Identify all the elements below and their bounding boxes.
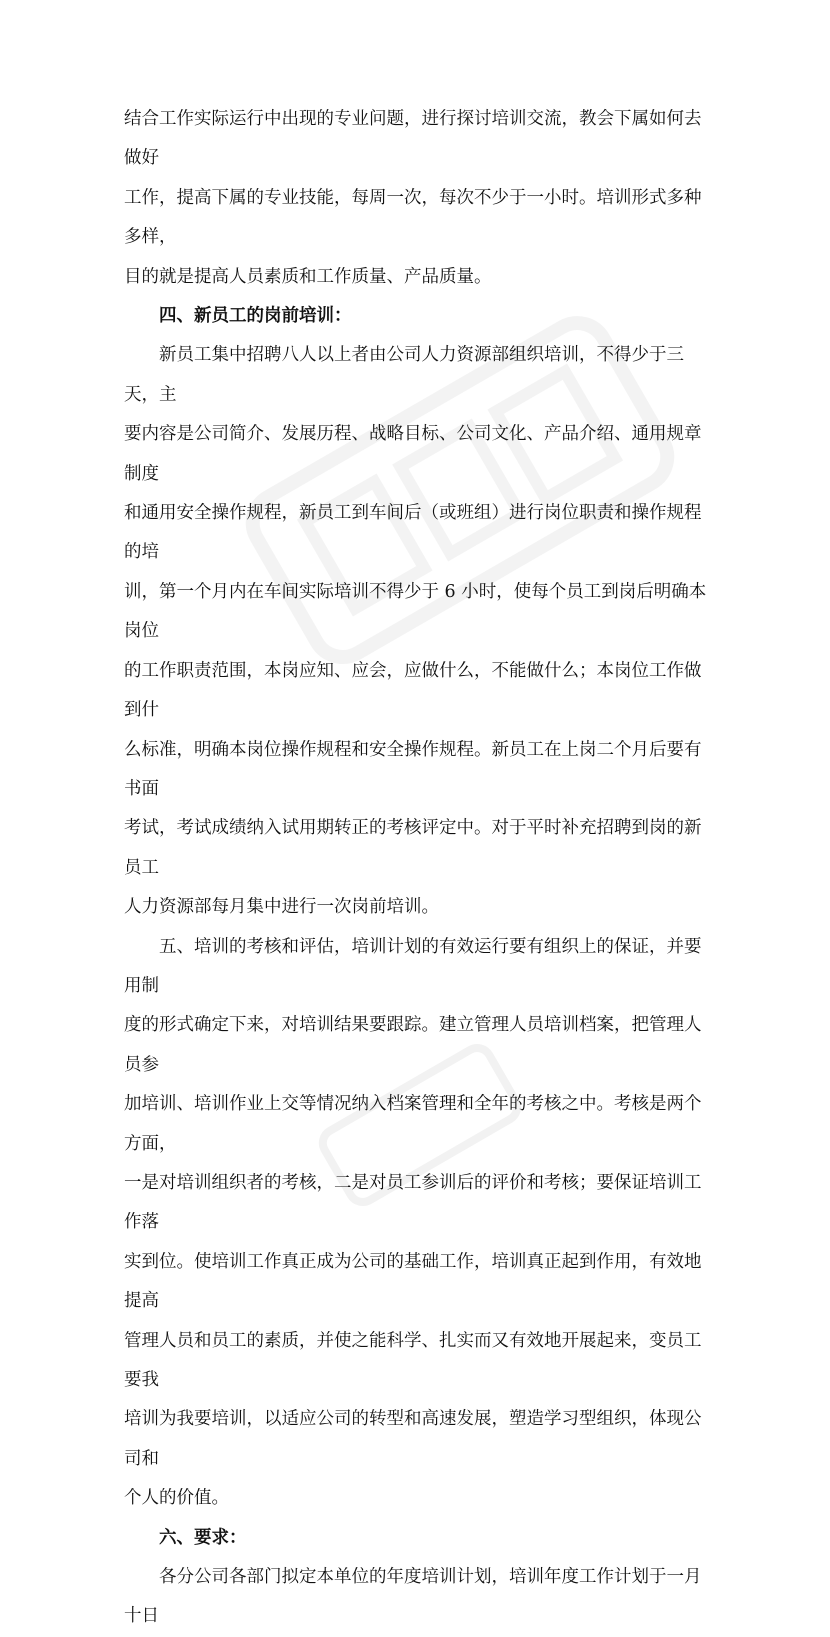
- text-line: 和通用安全操作规程，新员工到车间后（或班组）进行岗位职责和操作规程的培: [124, 503, 702, 563]
- text-line: 训，第一个月内在车间实际培训不得少于 6 小时，使每个员工到岗后明确本岗位: [124, 581, 707, 642]
- text-line: 的工作职责范围，本岗应知、应会，应做什么，不能做什么；本岗位工作做到什: [124, 660, 702, 721]
- text-line: 管理人员和员工的素质，并使之能科学、扎实而又有效地开展起来，变员工要我: [124, 1330, 702, 1390]
- text-line: 一是对培训组织者的考核，二是对员工参训后的评价和考核；要保证培训工作落: [124, 1172, 702, 1233]
- section-heading-6: 六、要求：: [159, 1527, 247, 1548]
- text-line: 结合工作实际运行中出现的专业问题，进行探讨培训交流，教会下属如何去做好: [124, 109, 702, 169]
- text-line: 工作，提高下属的专业技能，每周一次，每次不少于一小时。培训形式多种多样，: [124, 187, 702, 248]
- text-line: 目的就是提高人员素质和工作质量、产品质量。: [124, 266, 492, 287]
- text-line: 加培训、培训作业上交等情况纳入档案管理和全年的考核之中。考核是两个方面，: [124, 1094, 702, 1154]
- text-line: 人力资源部每月集中进行一次岗前培训。: [124, 897, 439, 918]
- text-line: 培训为我要培训，以适应公司的转型和高速发展，塑造学习型组织，体现公司和: [124, 1409, 702, 1469]
- section-heading-5: 五、培训的考核和评估，培训计划的有效运行要有组织上的保证，并要用制: [124, 936, 702, 996]
- text-line: 度的形式确定下来，对培训结果要跟踪。建立管理人员培训档案，把管理人员参: [124, 1015, 702, 1075]
- text-line: 要内容是公司简介、发展历程、战略目标、公司文化、产品介绍、通用规章制度: [124, 424, 702, 484]
- text-line: 新员工集中招聘八人以上者由公司人力资源部组织培训，不得少于三天，主: [124, 345, 684, 405]
- text-line: 实到位。使培训工作真正成为公司的基础工作，培训真正起到作用，有效地提高: [124, 1251, 702, 1312]
- text-line: 么标准，明确本岗位操作规程和安全操作规程。新员工在上岗二个月后要有书面: [124, 739, 702, 799]
- text-line: 各分公司各部门拟定本单位的年度培训计划，培训年度工作计划于一月十日: [124, 1567, 702, 1627]
- text-line: 个人的价值。: [124, 1488, 229, 1509]
- section-heading-4: 四、新员工的岗前培训：: [159, 306, 352, 327]
- text-line: 考试，考试成绩纳入试用期转正的考核评定中。对于平时补充招聘到岗的新员工: [124, 818, 702, 878]
- document-body: [124, 100, 714, 1637]
